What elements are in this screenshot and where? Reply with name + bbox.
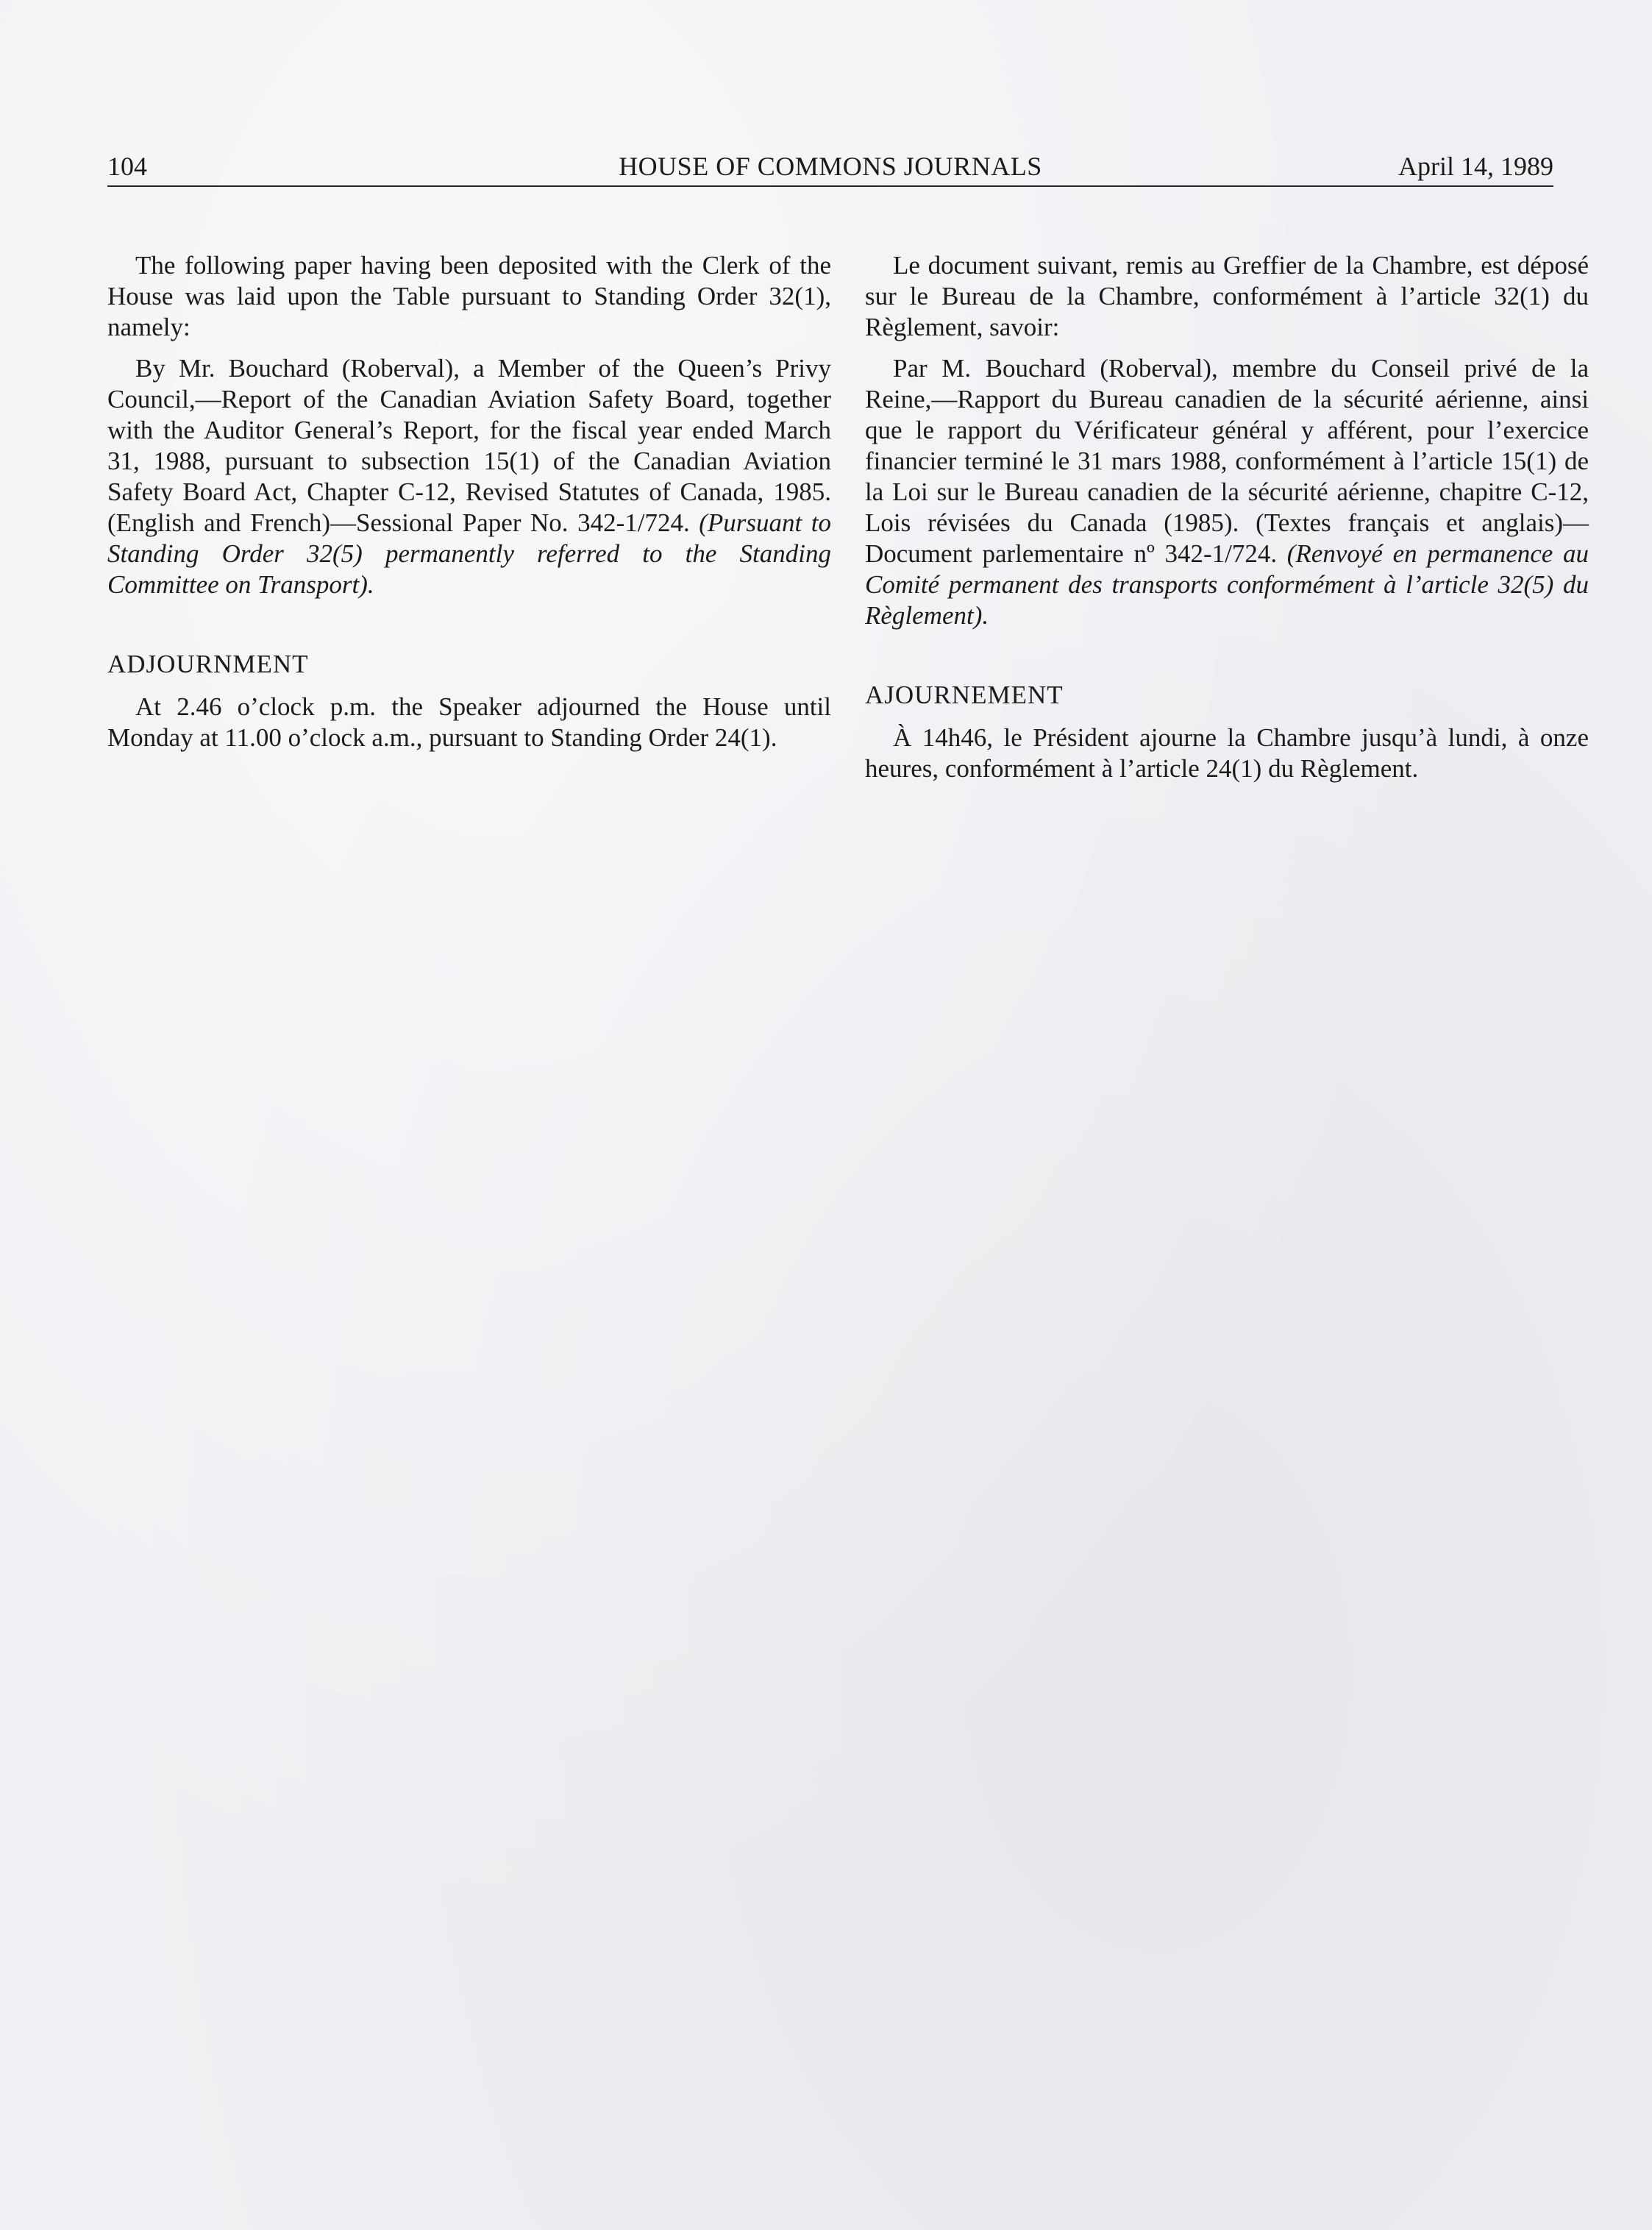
english-paper-text: By Mr. Bouchard (Roberval), a Member of the Queen’s Privy Council,—Report of the Canadian Aviation Safety Board, together with the Auditor General’s Report, for the fiscal year ended March 31, 1988, pursuant to subsection 15(1) of the Canadian Aviation Safety Board Act, Chapter C-12, Revised Statutes of Canada, 1985. (English and French)—Sessional Paper No. 342-1/724. — [107, 354, 831, 537]
french-column — [865, 250, 1589, 784]
french-paper-text: Par M. Bouchard (Roberval), membre du Conseil privé de la Reine,—Rapport du Bureau canadien de la sécurité aérienne, ainsi que le rapport du Vérificateur général y afférent, pour l’exercice financier terminé le 31 mars 1988, conformément à l’article 15(1) de la Loi sur le Bureau canadien de la sécurité aérienne, chapitre C-12, Lois révisées du Canada (1985). (Textes français et anglais)—Document parlementaire nº 342-1/724. — [865, 354, 1589, 568]
french-paper-note: (Renvoyé en permanence au Comité permanent des transports conformément à l’article 32(5) du Règlement). — [865, 539, 1589, 630]
english-column — [107, 250, 831, 753]
journal-date: April 14, 1989 — [1398, 152, 1553, 181]
page-header — [107, 149, 1553, 184]
page-number: 104 — [107, 152, 147, 181]
header-rule — [107, 185, 1553, 187]
english-adjournment-text: At 2.46 o’clock p.m. the Speaker adjourned the House until Monday at 11.00 o’clock a.m., pursuant to Standing Order 24(1). — [107, 692, 831, 752]
english-adjournment-heading: ADJOURNMENT — [107, 650, 309, 678]
french-adjournment-text: À 14h46, le Président ajourne la Chambre jusqu’à lundi, à onze heures, conformément à l’article 24(1) du Règlement. — [865, 723, 1589, 783]
english-intro: The following paper having been deposited with the Clerk of the House was laid upon the Table pursuant to Standing Order 32(1), namely: — [107, 251, 831, 341]
journal-title: HOUSE OF COMMONS JOURNALS — [619, 152, 1042, 181]
french-adjournment-heading: AJOURNEMENT — [865, 681, 1064, 709]
french-paper-entry — [865, 353, 1589, 631]
english-paper-note: (Pursuant to Standing Order 32(5) permanently referred to the Standing Committee on Transport). — [107, 508, 831, 599]
english-paper-entry — [107, 353, 831, 600]
french-intro: Le document suivant, remis au Greffier de la Chambre, est déposé sur le Bureau de la Chambre, conformément à l’article 32(1) du Règlement, savoir: — [865, 251, 1589, 341]
